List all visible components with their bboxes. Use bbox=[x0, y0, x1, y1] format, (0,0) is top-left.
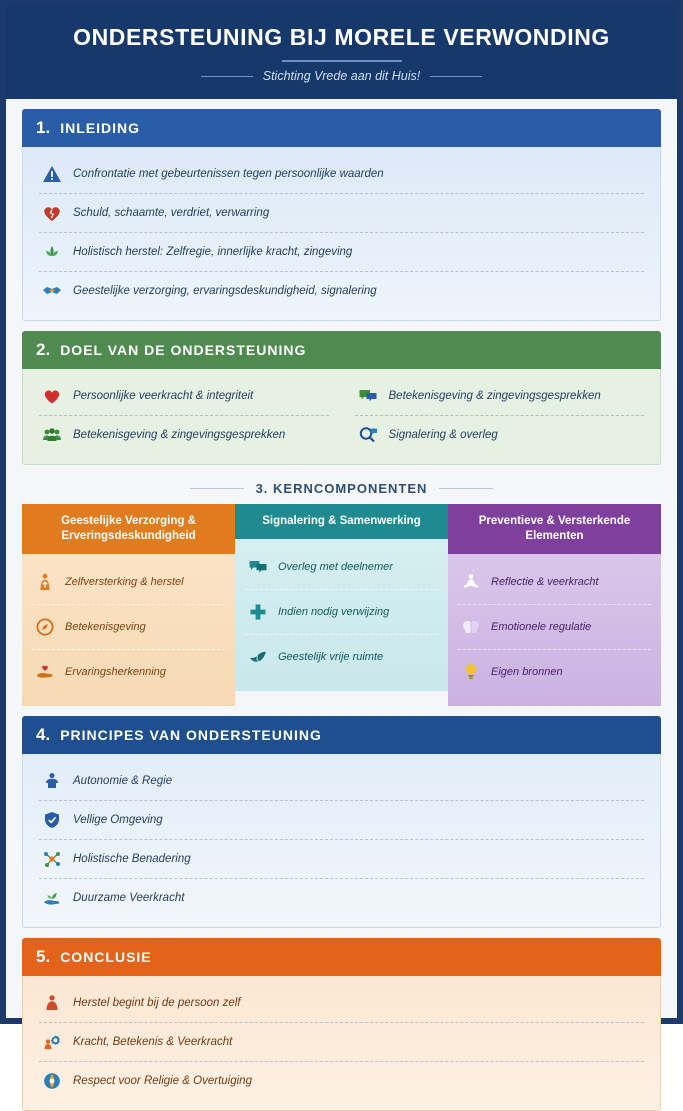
page-title: ONDERSTEUNING BIJ MORELE VERWONDING bbox=[73, 24, 610, 50]
section-body bbox=[22, 147, 661, 321]
list-item-label: Persoonlijke veerkracht & integriteit bbox=[73, 390, 254, 402]
speech-bubbles-icon bbox=[357, 385, 379, 407]
list-item bbox=[39, 1062, 644, 1100]
column-body bbox=[235, 539, 448, 691]
magnifier-chat-icon bbox=[357, 424, 379, 446]
section-header bbox=[22, 938, 661, 976]
column-heading: Preventieve & Versterkende Elementen bbox=[448, 504, 661, 554]
list-item-label: Kracht, Betekenis & Veerkracht bbox=[73, 1035, 233, 1048]
list-item bbox=[39, 1023, 644, 1062]
list-item-label: Geestelijk vrije ruimte bbox=[278, 650, 384, 663]
group-people-icon bbox=[41, 424, 63, 446]
person-choice-icon bbox=[41, 770, 63, 792]
list-item-label: Eigen bronnen bbox=[491, 665, 563, 678]
list-item-label: Betekenisgeving & zingevingsgesprekken bbox=[73, 429, 286, 441]
list-item bbox=[39, 801, 644, 840]
list-item-label: Indien nodig verwijzing bbox=[278, 605, 390, 618]
list-item-label: Signalering & overleg bbox=[388, 429, 498, 441]
section-body bbox=[22, 976, 661, 1111]
section-doel bbox=[22, 331, 661, 465]
list-item bbox=[39, 762, 644, 801]
section-principes bbox=[22, 716, 661, 928]
list-item bbox=[39, 194, 644, 233]
list-item bbox=[39, 272, 644, 310]
column-heading: Signalering & Samenwerking bbox=[235, 504, 448, 539]
list-item-label: Schuld, schaamte, verdriet, verwarring bbox=[73, 207, 270, 219]
column-geestelijke-verzorging bbox=[22, 504, 235, 706]
list-item-label: Herstel begint bij de persoon zelf bbox=[73, 996, 241, 1009]
list-item-label: Reflectie & veerkracht bbox=[491, 575, 599, 588]
column-signalering bbox=[235, 504, 448, 706]
list-item-label: Betekenisgeving & zingevingsgesprekken bbox=[388, 390, 601, 402]
section-body bbox=[22, 369, 661, 465]
list-item-label: Duurzame Veerkracht bbox=[73, 891, 185, 904]
list-item bbox=[39, 879, 644, 917]
list-item-label: Holistische Benadering bbox=[73, 852, 191, 865]
gear-person-icon bbox=[41, 1031, 63, 1053]
column-body bbox=[448, 554, 661, 706]
section-conclusie bbox=[22, 938, 661, 1111]
section-title: INLEIDING bbox=[60, 120, 140, 136]
section-header bbox=[22, 716, 661, 754]
list-item-label: Betekenisgeving bbox=[65, 620, 146, 633]
lightbulb-icon bbox=[460, 661, 482, 683]
heart-icon bbox=[41, 385, 63, 407]
list-item bbox=[458, 605, 651, 650]
list-item bbox=[39, 233, 644, 272]
list-item-label: Holistisch herstel: Zelfregie, innerlijke kracht, zingeving bbox=[73, 246, 353, 258]
list-item bbox=[39, 840, 644, 879]
section-title: CONCLUSIE bbox=[60, 948, 152, 965]
lotus-icon bbox=[41, 241, 63, 263]
list-item bbox=[245, 590, 438, 635]
list-item bbox=[39, 155, 644, 194]
list-item bbox=[458, 650, 651, 694]
section-body bbox=[22, 754, 661, 928]
list-item bbox=[32, 605, 225, 650]
medical-cross-icon bbox=[247, 601, 269, 623]
network-nodes-icon bbox=[41, 848, 63, 870]
person-shield-icon bbox=[41, 992, 63, 1014]
dove-icon bbox=[247, 646, 269, 668]
section-inleiding bbox=[22, 109, 661, 321]
meditation-icon bbox=[460, 571, 482, 593]
list-item-label: Geestelijke verzorging, ervaringsdeskundigheid, signalering bbox=[73, 285, 377, 297]
list-item bbox=[39, 377, 329, 416]
person-up-arrow-icon bbox=[34, 571, 56, 593]
header-divider bbox=[282, 60, 402, 62]
section-kerncomponenten-title bbox=[6, 481, 677, 496]
list-item bbox=[32, 650, 225, 694]
section-title: DOEL VAN DE ONDERSTEUNING bbox=[60, 342, 307, 358]
shield-icon bbox=[41, 809, 63, 831]
title-line-left bbox=[190, 488, 244, 489]
list-item bbox=[245, 545, 438, 590]
handshake-icon bbox=[41, 280, 63, 302]
page-subtitle: Stichting Vrede aan dit Huis! bbox=[262, 69, 421, 83]
list-item-label: Confrontatie met gebeurtenissen tegen persoonlijke waarden bbox=[73, 168, 384, 180]
list-item-label: Emotionele regulatie bbox=[491, 620, 592, 633]
section-title: 3. KERNCOMPONENTEN bbox=[255, 481, 428, 496]
section-header bbox=[22, 331, 661, 369]
list-item bbox=[245, 635, 438, 679]
section-number: 5. bbox=[36, 946, 51, 966]
column-preventieve-elementen bbox=[448, 504, 661, 706]
poster-header bbox=[6, 6, 677, 99]
list-item bbox=[39, 416, 329, 454]
section-number: 4. bbox=[36, 724, 51, 744]
list-item-label: Overleg met deelnemer bbox=[278, 560, 393, 573]
list-item-label: Zelfversterking & herstel bbox=[65, 575, 184, 588]
chat-bubbles-icon bbox=[247, 556, 269, 578]
list-item bbox=[355, 377, 645, 416]
section-header bbox=[22, 109, 661, 147]
list-item bbox=[458, 560, 651, 605]
broken-heart-icon bbox=[41, 202, 63, 224]
list-item-label: Vellige Omgeving bbox=[73, 813, 163, 826]
hand-plant-icon bbox=[41, 887, 63, 909]
section-number: 1. bbox=[36, 118, 51, 137]
list-item-label: Ervaringsherkenning bbox=[65, 665, 166, 678]
column-heading: Geestelijke Verzorging & Erveringsdeskundigheid bbox=[22, 504, 235, 554]
section-number: 2. bbox=[36, 340, 51, 359]
title-line-right bbox=[439, 488, 493, 489]
interfaith-icon bbox=[41, 1070, 63, 1092]
list-item-label: Autonomie & Regie bbox=[73, 774, 173, 787]
subtitle-line-right bbox=[430, 76, 482, 77]
compass-icon bbox=[34, 616, 56, 638]
list-item-label: Respect voor Religie & Overtuiging bbox=[73, 1074, 252, 1087]
list-item bbox=[355, 416, 645, 454]
kerncomponenten-columns bbox=[22, 504, 661, 706]
warning-triangle-icon bbox=[41, 163, 63, 185]
list-item bbox=[39, 984, 644, 1023]
brain-icon bbox=[460, 616, 482, 638]
list-item bbox=[32, 560, 225, 605]
section-title: PRINCIPES VAN ONDERSTEUNING bbox=[60, 726, 322, 743]
hand-heart-icon bbox=[34, 661, 56, 683]
column-body bbox=[22, 554, 235, 706]
subtitle-line-left bbox=[201, 76, 253, 77]
